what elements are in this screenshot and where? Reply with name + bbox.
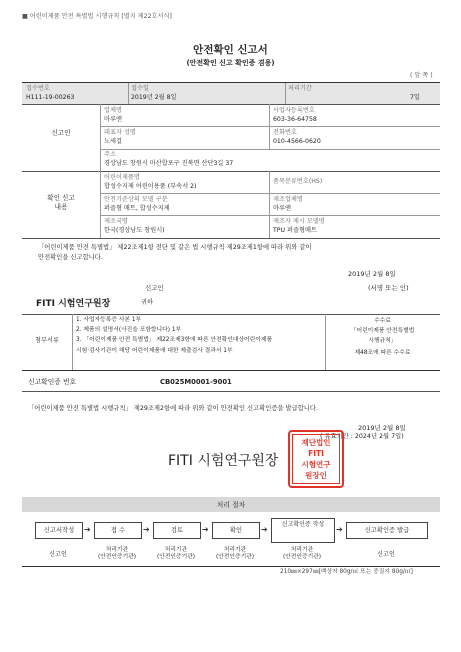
receipt-no: H111-19-00263: [26, 94, 75, 101]
receipt-date-label: 접수일: [131, 85, 149, 92]
seal-text: 시험연구: [301, 460, 331, 469]
address-label: 주소: [104, 151, 116, 158]
attachments-label: 첨부서류: [35, 337, 59, 344]
valid-until: ( 유효기간 : 2024년 2월 7일): [320, 433, 404, 440]
official-seal: [288, 430, 344, 488]
procedure-actor: 신고인: [377, 551, 395, 558]
certificate-no-label: 신고확인증 번호: [28, 378, 77, 386]
model-name-label: 제조자 제시 모델명: [273, 218, 325, 225]
issue-date: 2019년 2월 8일: [358, 424, 406, 432]
fee-line-2: 시행규칙」: [368, 338, 397, 344]
processing-period: 7일: [410, 94, 420, 101]
certificate-no: CB025M0001-9001: [160, 378, 232, 386]
fee-line-3: 제48조에 따른 수수료: [354, 350, 411, 356]
attachment-item: 3. 「어린이제품 안전 특별법」 제22조제3항에 따른 안전확인대상어린이제품: [76, 337, 273, 344]
product-section-label-2: 내용: [54, 203, 68, 211]
fee-line-1: 「어린이제품 안전특별법: [350, 328, 415, 334]
receipt-no-label: 접수번호: [26, 85, 50, 92]
model-name: TPU 퍼즐형매트: [273, 227, 317, 234]
statement-line-2: 안전확인을 신고합니다.: [38, 254, 103, 261]
footer-paper-spec: 210㎜×297㎜[백상지 80g/㎡ 또는 중질지 80g/㎡]: [280, 569, 413, 575]
page-subtitle: (안전확인 신고 확인증 겸용): [186, 59, 275, 67]
country-label: 제조국명: [104, 218, 128, 225]
procedure-step: 신고서작성: [35, 522, 83, 539]
company: 마루앤: [104, 116, 122, 123]
recipient-suffix: 귀하: [141, 299, 153, 306]
arrow-icon: ➔: [84, 525, 91, 534]
procedure-header: 처리 절차: [216, 501, 246, 509]
phone-label: 전화번호: [273, 129, 297, 136]
procedure-actor: 처리기관 (안전인증기관): [215, 547, 255, 561]
procedure-actor: 처리기관 (안전인증기관): [97, 547, 137, 561]
procedure-actor: 처리기관 (안전인증기관): [156, 547, 196, 561]
manufacturer: 마루앤: [273, 205, 291, 212]
confirm-statement: 「어린이제품 안전 특별법 시행규칙」 제29조제2항에 따라 위와 같이 안전확인 신고확인증을 발급합니다.: [28, 405, 318, 412]
arrow-icon: ➔: [261, 525, 268, 534]
fee-label: 수수료: [374, 318, 391, 324]
procedure-step: 검토: [153, 522, 201, 539]
arrow-icon: ➔: [143, 525, 150, 534]
procedure-actor: 처리기관 (안전인증기관): [282, 547, 322, 561]
manufacturer-label: 제조업체명: [273, 196, 303, 203]
arrow-icon: ➔: [202, 525, 209, 534]
procedure-step: 확인: [212, 522, 260, 539]
address: 경상남도 창원시 마산합포구 진북면 산단3길 37: [104, 160, 234, 167]
seal-text: 재단법인: [301, 438, 331, 447]
sign-applicant-note: (서명 또는 인): [368, 284, 409, 292]
country: 한국(경상남도 창원시): [104, 227, 165, 234]
procedure-step: 접 수: [94, 522, 142, 539]
statement-line-1: 「어린이제품 안전 특별법」 제22조제1항 전단 및 같은 법 시행규칙 제29조제1항에 따라 위와 같이: [38, 244, 312, 251]
sign-applicant-label: 신고인: [145, 284, 164, 292]
arrow-icon: ➔: [336, 525, 343, 534]
procedure-actor: 신고인: [49, 551, 67, 558]
procedure-step: 신고확인증 작성: [271, 518, 335, 543]
phone: 010-4566-0620: [273, 138, 321, 145]
sign-date: 2019년 2월 8일: [348, 270, 396, 278]
product-name-label: 어린이제품명: [104, 174, 140, 181]
model-type-label: 안전기준상의 모델 구분: [104, 196, 168, 203]
recipient: FITI 시험연구원장: [36, 299, 111, 309]
attachment-item: 시험·검사기관이 해당 어린이제품에 대한 제출검사 결과서 1부: [76, 347, 233, 354]
product-section-label-1: 확인 신고: [47, 194, 75, 202]
rep-name: 노세걸: [104, 138, 122, 145]
attachment-item: 1. 사업자등록증 사본 1부: [76, 317, 142, 323]
category-label: 품목분류번호(HS): [273, 178, 323, 185]
seal-text: 원장인: [305, 471, 327, 480]
attachments-list: [76, 317, 272, 355]
page-title: 안전확인 신고서: [193, 44, 268, 56]
model-type: 퍼즐형 매트, 합성수지제: [104, 205, 170, 212]
declarant-section-label: 신고인: [51, 129, 71, 137]
procedure-step: 신고확인증 발급: [346, 522, 428, 539]
form-reference: ■ 어린이제품 안전 특별법 시행규칙 [별지 제22호서식]: [22, 13, 172, 20]
attachment-item: 2. 제품의 설명서(사진을 포함합니다) 1부: [76, 327, 182, 334]
product-name: 합성수지제 어린이용품 (부속서 2): [104, 183, 197, 190]
receipt-date: 2019년 2월 8일: [131, 94, 177, 101]
company-label: 업체명: [104, 107, 122, 114]
page-mark: ( 앞 쪽 ): [410, 72, 433, 79]
rep-label: 대표자 성명: [104, 129, 136, 136]
biz-no-label: 사업자등록번호: [273, 107, 315, 114]
issuer: FITI 시험연구원장: [168, 453, 279, 469]
seal-text: FITI: [308, 449, 324, 458]
biz-no: 603-36-64758: [273, 116, 317, 123]
processing-label: 처리기간: [288, 85, 312, 92]
